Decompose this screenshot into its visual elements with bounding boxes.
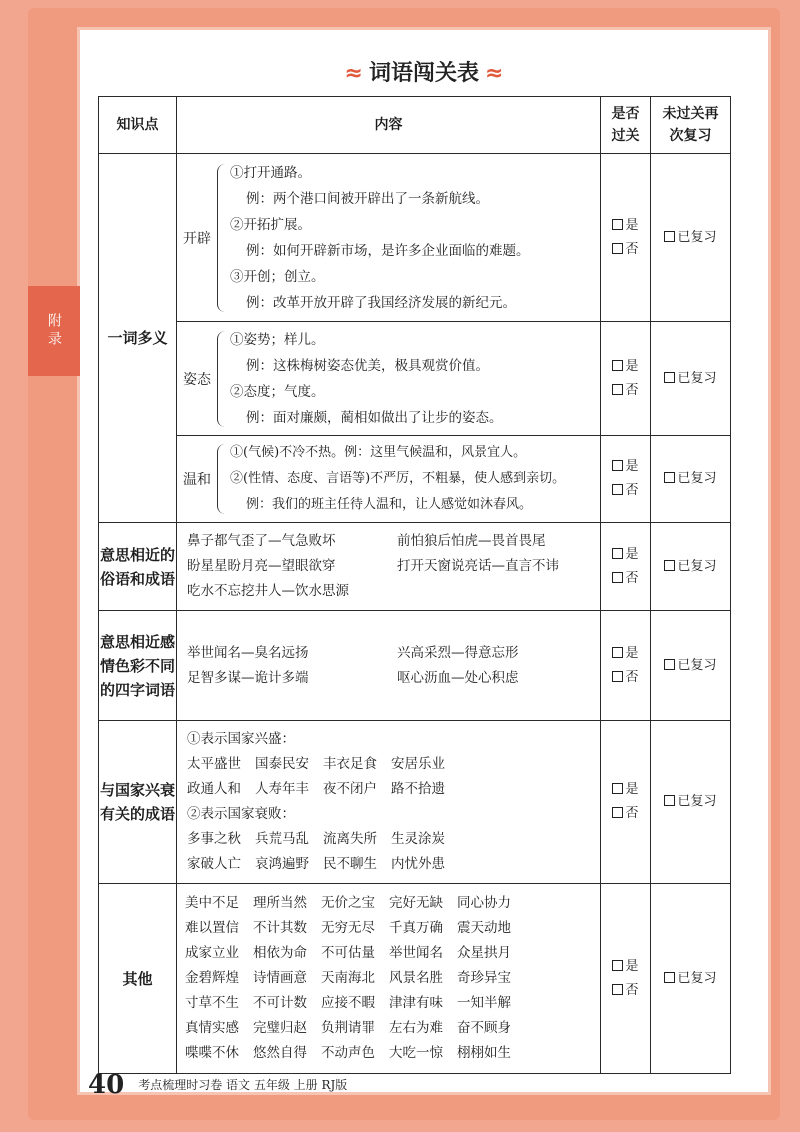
entry-word: 姿态 (183, 371, 211, 388)
wave-icon-left: ≈ (344, 61, 363, 86)
idiom: 栩栩如生 (457, 1045, 511, 1061)
header-topic: 知识点 (99, 97, 177, 154)
idiom: 流离失所 (323, 831, 377, 847)
checkbox-icon (664, 560, 675, 571)
table-row (99, 611, 731, 721)
proverb-pair: 打开天窗说亮话—直言不讳 (397, 558, 559, 574)
reviewed-checkbox[interactable]: 已复习 (651, 367, 730, 391)
passed-cell (601, 322, 651, 436)
idiom: 兵荒马乱 (255, 831, 309, 847)
idiom: 不可计数 (253, 995, 307, 1011)
page-title (80, 56, 768, 87)
idiom: 政通人和 (187, 781, 241, 797)
table-row (99, 436, 731, 523)
idiom: 家破人亡 (187, 856, 241, 872)
checkbox-icon (612, 460, 623, 471)
vocabulary-table (98, 96, 731, 1074)
reviewed-checkbox[interactable]: 已复习 (651, 967, 730, 991)
passed-cell (601, 884, 651, 1074)
page-footer (88, 1070, 347, 1100)
idiom: 津津有味 (389, 995, 443, 1011)
review-cell (651, 721, 731, 884)
fall-label: ②表示国家衰败： (187, 806, 295, 822)
reviewed-checkbox[interactable]: 已复习 (651, 467, 730, 491)
checkbox-icon (612, 671, 623, 682)
content-cell (177, 322, 601, 436)
idiom: 不计其数 (253, 920, 307, 936)
content-cell (177, 721, 601, 884)
example-line: 例：改革开放开辟了我国经济发展的新纪元。 (246, 294, 516, 311)
word-pair: 兴高采烈—得意忘形 (397, 644, 519, 661)
checkbox-icon (664, 795, 675, 806)
side-tab-appendix: 附录 (28, 286, 80, 376)
idiom: 丰衣足食 (323, 756, 377, 772)
definition-line: ①打开通路。 (230, 164, 311, 181)
reviewed-checkbox[interactable]: 已复习 (651, 790, 730, 814)
idiom: 路不拾遗 (391, 781, 445, 797)
idiom: 完璧归赵 (253, 1020, 307, 1036)
checkbox-icon (612, 960, 623, 971)
brace-icon (217, 164, 226, 312)
passed-cell (601, 611, 651, 721)
idiom: 千真万确 (389, 920, 443, 936)
review-cell (651, 884, 731, 1074)
passed-yes-checkbox[interactable]: 是 (601, 642, 650, 666)
reviewed-checkbox[interactable]: 已复习 (651, 226, 730, 250)
checkbox-icon (612, 984, 623, 995)
idiom: 民不聊生 (323, 856, 377, 872)
table-row (99, 322, 731, 436)
content-cell (177, 436, 601, 523)
example-line: 例：如何开辟新市场，是许多企业面临的难题。 (246, 242, 530, 259)
passed-no-checkbox[interactable]: 否 (601, 238, 650, 262)
passed-no-checkbox[interactable]: 否 (601, 666, 650, 690)
idiom: 成家立业 (185, 945, 239, 961)
table-row (99, 154, 731, 322)
checkbox-icon (664, 972, 675, 983)
review-cell (651, 523, 731, 611)
idiom: 同心协力 (457, 895, 511, 911)
example-line: 例：两个港口间被开辟出了一条新航线。 (246, 190, 489, 207)
example-line: 例：我们的班主任待人温和，让人感觉如沐春风。 (246, 497, 533, 512)
checkbox-icon (612, 647, 623, 658)
passed-cell (601, 154, 651, 322)
passed-no-checkbox[interactable]: 否 (601, 979, 650, 1003)
idiom: 奋不顾身 (457, 1020, 511, 1036)
checkbox-icon (612, 243, 623, 254)
idiom: 安居乐业 (391, 756, 445, 772)
proverb-pair: 吃水不忘挖井人—饮水思源 (187, 583, 349, 599)
example-line: 例：这株梅树姿态优美，极具观赏价值。 (246, 357, 489, 374)
content-cell (177, 154, 601, 322)
passed-cell (601, 523, 651, 611)
brace-icon (217, 444, 226, 514)
idiom: 风景名胜 (389, 970, 443, 986)
idiom: 夜不闭户 (323, 781, 377, 797)
passed-yes-checkbox[interactable]: 是 (601, 214, 650, 238)
definition-line: ③开创；创立。 (230, 268, 325, 285)
entry-word: 温和 (183, 472, 211, 488)
checkbox-icon (612, 783, 623, 794)
idiom: 完好无缺 (389, 895, 443, 911)
idiom: 金碧辉煌 (185, 970, 239, 986)
proverb-pair: 前怕狼后怕虎—畏首畏尾 (397, 533, 546, 549)
passed-yes-checkbox[interactable]: 是 (601, 355, 650, 379)
content-cell (177, 523, 601, 611)
idiom: 生灵涂炭 (391, 831, 445, 847)
idiom: 天南海北 (321, 970, 375, 986)
checkbox-icon (612, 807, 623, 818)
passed-yes-checkbox[interactable]: 是 (601, 543, 650, 567)
definition-line: ①姿势；样儿。 (230, 331, 325, 348)
idiom: 寸草不生 (185, 995, 239, 1011)
review-cell (651, 611, 731, 721)
checkbox-icon (612, 219, 623, 230)
idiom: 人寿年丰 (255, 781, 309, 797)
checkbox-icon (664, 372, 675, 383)
idiom: 一知半解 (457, 995, 511, 1011)
topic-polysemy: 一词多义 (99, 154, 177, 523)
idiom: 多事之秋 (187, 831, 241, 847)
review-cell (651, 154, 731, 322)
entry-word: 开辟 (183, 230, 211, 247)
page-number: 40 (88, 1070, 125, 1100)
header-passed: 是否过关 (601, 97, 651, 154)
passed-cell (601, 721, 651, 884)
idiom: 悠然自得 (253, 1045, 307, 1061)
idiom: 内忧外患 (391, 856, 445, 872)
topic-emotion: 意思相近感情色彩不同的四字词语 (99, 611, 177, 721)
topic-nation: 与国家兴衰有关的成语 (99, 721, 177, 884)
checkbox-icon (664, 659, 675, 670)
idiom: 喋喋不休 (185, 1045, 239, 1061)
idiom: 国泰民安 (255, 756, 309, 772)
passed-no-checkbox[interactable]: 否 (601, 567, 650, 591)
idiom: 众星拱月 (457, 945, 511, 961)
reviewed-checkbox[interactable]: 已复习 (651, 555, 730, 579)
topic-proverbs: 意思相近的俗语和成语 (99, 523, 177, 611)
definition-line: ②开拓扩展。 (230, 216, 311, 233)
title-text: 词语闯关表 (368, 61, 479, 86)
idiom: 震天动地 (457, 920, 511, 936)
review-cell (651, 436, 731, 523)
header-row (99, 97, 731, 154)
checkbox-icon (612, 548, 623, 559)
passed-no-checkbox[interactable]: 否 (601, 802, 650, 826)
passed-no-checkbox[interactable]: 否 (601, 379, 650, 403)
idiom: 左右为难 (389, 1020, 443, 1036)
word-pair: 举世闻名—臭名远扬 (187, 644, 309, 661)
checkbox-icon (664, 231, 675, 242)
header-review: 未过关再次复习 (651, 97, 731, 154)
word-pair: 呕心沥血—处心积虑 (397, 669, 519, 686)
example-line: 例：面对廉颇，蔺相如做出了让步的姿态。 (246, 409, 503, 426)
idiom: 应接不暇 (321, 995, 375, 1011)
passed-yes-checkbox[interactable]: 是 (601, 455, 650, 479)
rise-label: ①表示国家兴盛： (187, 731, 295, 747)
word-pair: 足智多谋—诡计多端 (187, 669, 309, 686)
wave-icon-right: ≈ (485, 61, 504, 86)
checkbox-icon (612, 384, 623, 395)
idiom: 太平盛世 (187, 756, 241, 772)
checkbox-icon (612, 484, 623, 495)
table-row (99, 884, 731, 1074)
passed-yes-checkbox[interactable]: 是 (601, 778, 650, 802)
checkbox-icon (664, 472, 675, 483)
brace-icon (217, 331, 226, 427)
idiom: 奇珍异宝 (457, 970, 511, 986)
idiom: 负荆请罪 (321, 1020, 375, 1036)
header-content: 内容 (177, 97, 601, 154)
definition-line: ①(气候)不冷不热。例：这里气候温和，风景宜人。 (230, 445, 527, 460)
idiom: 难以置信 (185, 920, 239, 936)
idiom: 相依为命 (253, 945, 307, 961)
checkbox-icon (612, 360, 623, 371)
idiom: 无穷无尽 (321, 920, 375, 936)
idiom: 无价之宝 (321, 895, 375, 911)
content-cell (177, 611, 601, 721)
review-cell (651, 322, 731, 436)
idiom: 不动声色 (321, 1045, 375, 1061)
definition-line: ②(性情、态度、言语等)不严厉，不粗暴，使人感到亲切。 (230, 471, 566, 486)
idiom: 理所当然 (253, 895, 307, 911)
idiom: 哀鸿遍野 (255, 856, 309, 872)
table-row (99, 721, 731, 884)
proverb-pair: 盼星星盼月亮—望眼欲穿 (187, 558, 336, 574)
idiom: 大吃一惊 (389, 1045, 443, 1061)
checkbox-icon (612, 572, 623, 583)
passed-cell (601, 436, 651, 523)
reviewed-checkbox[interactable]: 已复习 (651, 654, 730, 678)
proverb-pair: 鼻子都气歪了—气急败坏 (187, 533, 336, 549)
passed-yes-checkbox[interactable]: 是 (601, 955, 650, 979)
footer-text: 考点梳理时习卷 语文 五年级 上册 RJ版 (138, 1078, 348, 1092)
table-row (99, 523, 731, 611)
idiom: 美中不足 (185, 895, 239, 911)
content-cell (177, 884, 601, 1074)
idiom: 诗情画意 (253, 970, 307, 986)
idiom: 举世闻名 (389, 945, 443, 961)
idiom: 真情实感 (185, 1020, 239, 1036)
topic-others: 其他 (99, 884, 177, 1074)
idiom: 不可估量 (321, 945, 375, 961)
passed-no-checkbox[interactable]: 否 (601, 479, 650, 503)
definition-line: ②态度；气度。 (230, 383, 325, 400)
